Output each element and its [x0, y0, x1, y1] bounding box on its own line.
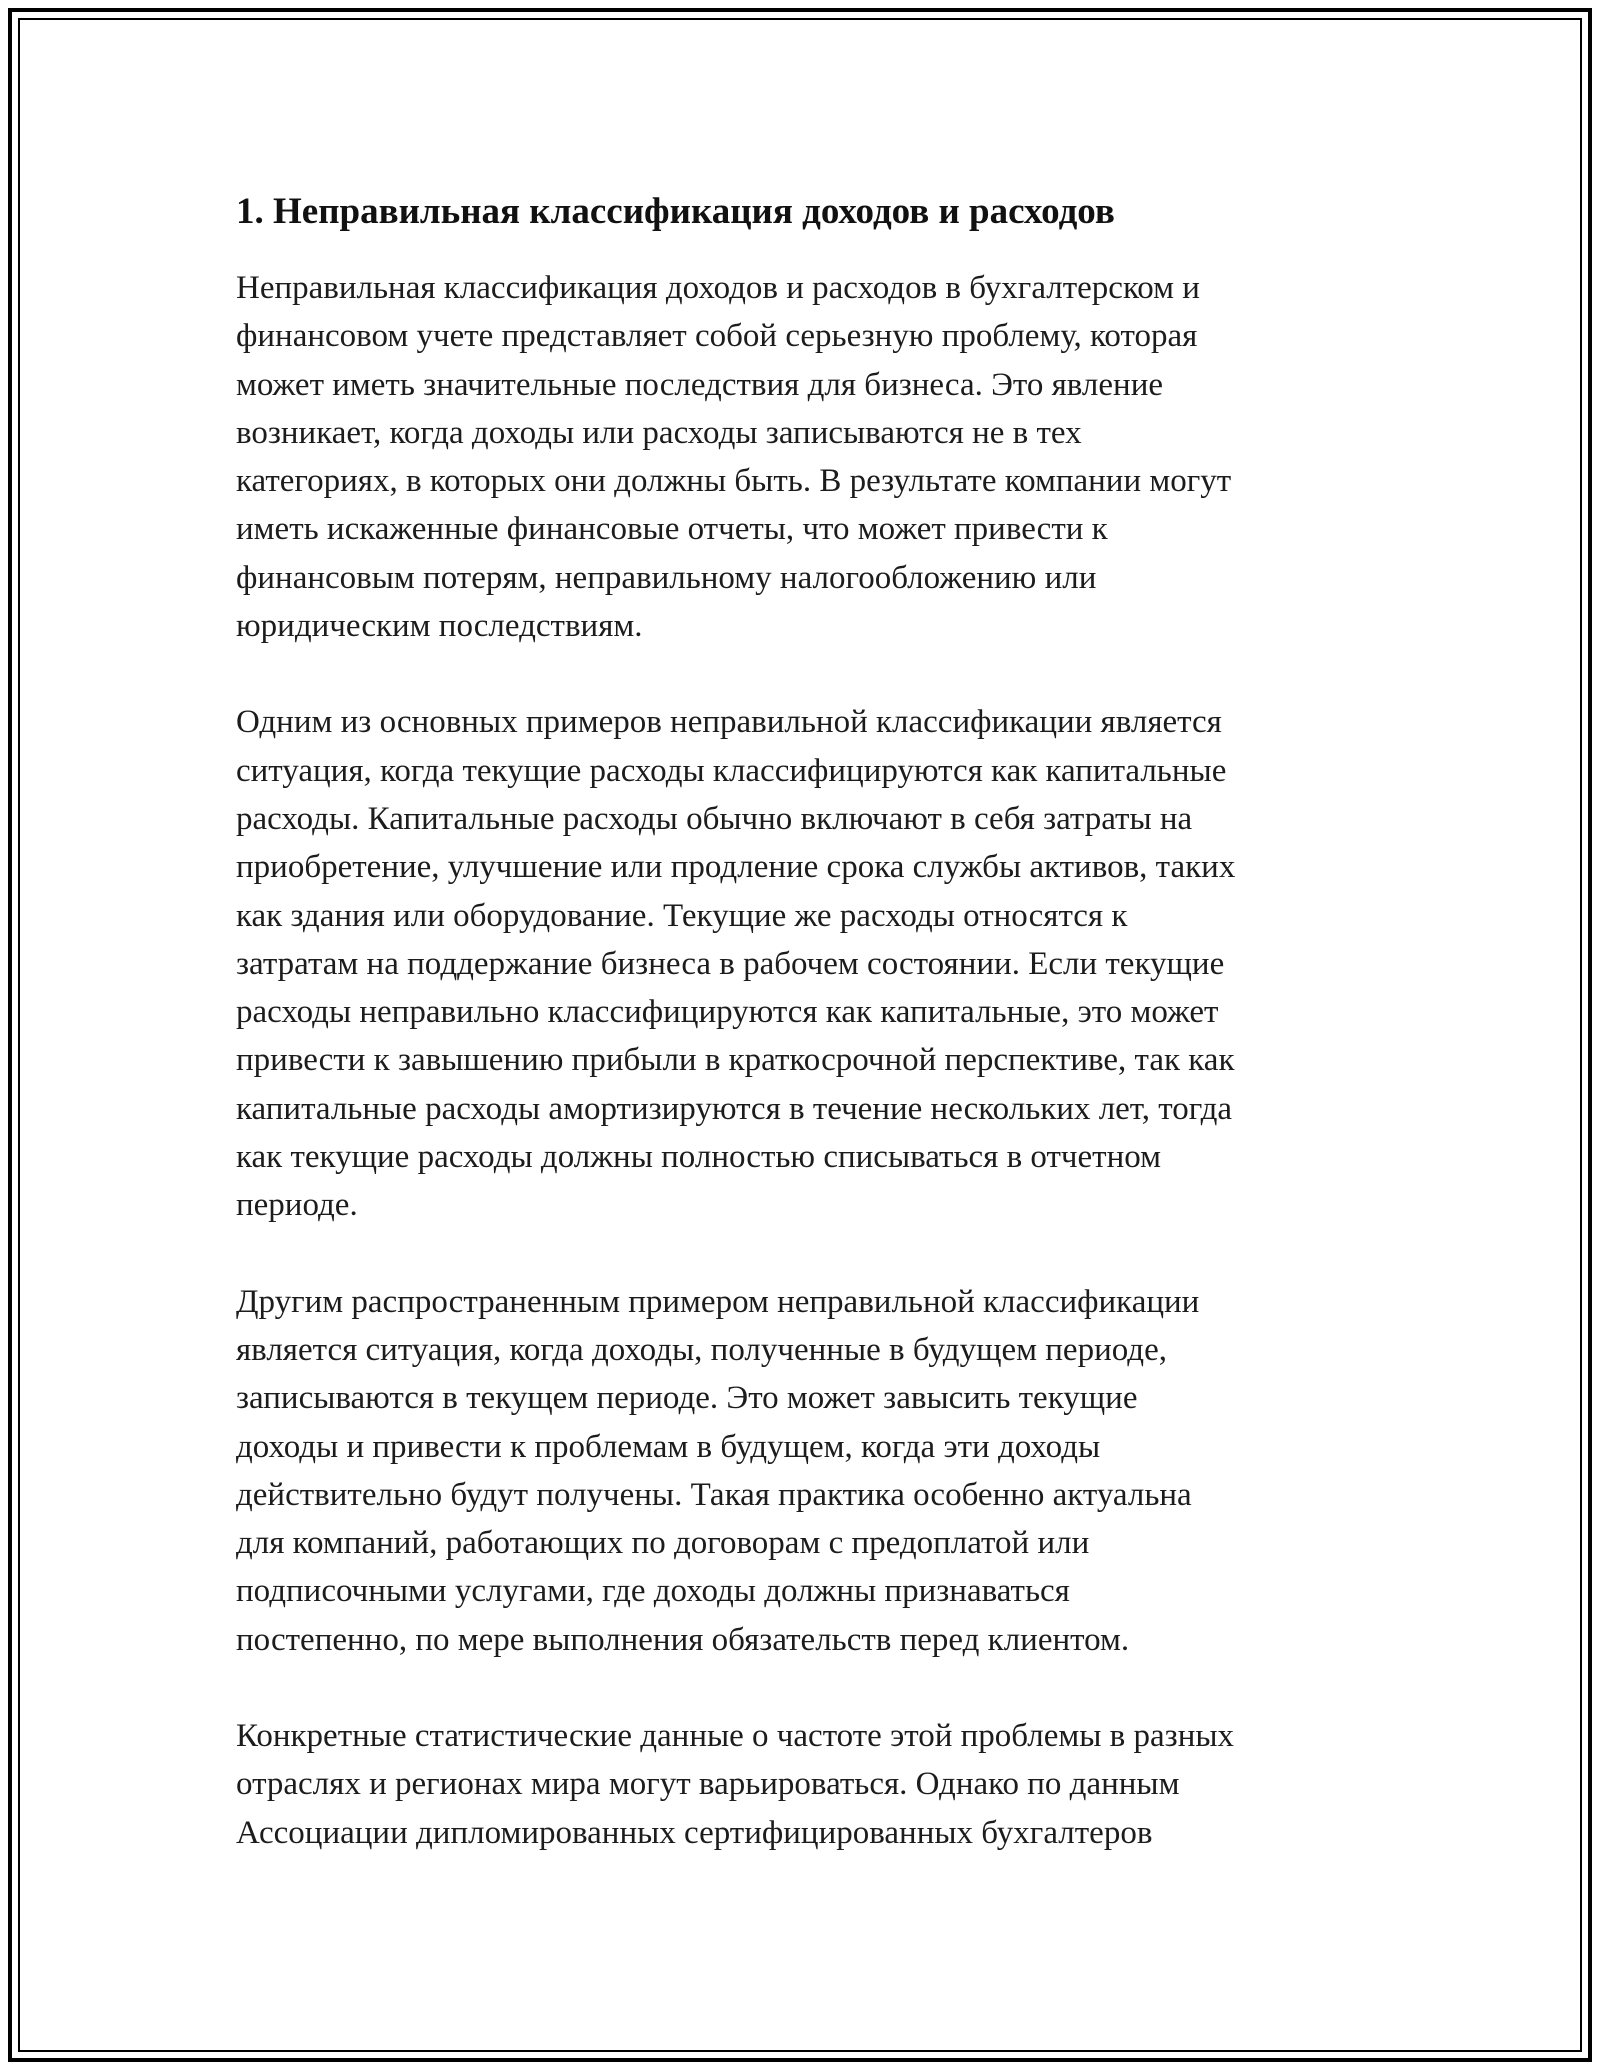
- text-line: приобретение, улучшение или продление срока службы активов, таких: [236, 849, 1236, 886]
- text-line: Ассоциации дипломированных сертифицированных бухгалтеров: [236, 1814, 1153, 1851]
- text-line: записываются в текущем периоде. Это может завысить текущие: [236, 1380, 1138, 1417]
- text-line: расходы. Капитальные расходы обычно включают в себя затраты на: [236, 800, 1193, 837]
- text-line: может иметь значительные последствия для бизнеса. Это явление: [236, 366, 1164, 403]
- text-line: привести к завышению прибыли в краткосрочной перспективе, так как: [236, 1042, 1235, 1079]
- text-line: действительно будут получены. Такая практика особенно актуальна: [236, 1476, 1192, 1513]
- text-line: Конкретные статистические данные о частоте этой проблемы в разных: [236, 1718, 1235, 1755]
- text-line: категориях, в которых они должны быть. В результате компании могут: [236, 463, 1232, 500]
- section-heading: 1. Неправильная классификация доходов и расходов: [236, 191, 1115, 232]
- text-line: финансовом учете представляет собой серьезную проблему, которая: [236, 318, 1198, 355]
- text-line: для компаний, работающих по договорам с предоплатой или: [236, 1525, 1090, 1562]
- text-line: ситуация, когда текущие расходы классифицируются как капитальные: [236, 752, 1227, 789]
- text-line: как текущие расходы должны полностью списываться в отчетном: [236, 1139, 1161, 1176]
- document-body: [236, 186, 1366, 1905]
- text-line: Одним из основных примеров неправильной классификации является: [236, 704, 1222, 741]
- text-line: как здания или оборудование. Текущие же расходы относятся к: [236, 897, 1128, 934]
- text-line: Другим распространенным примером неправильной классификации: [236, 1283, 1200, 1320]
- text-line: юридическим последствиям.: [236, 608, 643, 645]
- text-line: финансовым потерям, неправильному налогообложению или: [236, 559, 1097, 596]
- paragraph-1: [236, 264, 1366, 650]
- text-line: Неправильная классификация доходов и расходов в бухгалтерском и: [236, 270, 1200, 306]
- paragraph-4: [236, 1712, 1366, 1857]
- text-line: капитальные расходы амортизируются в течение нескольких лет, тогда: [236, 1090, 1233, 1127]
- paragraph-3: [236, 1278, 1366, 1664]
- text-line: периоде.: [236, 1187, 358, 1224]
- text-line: затратам на поддержание бизнеса в рабочем состоянии. Если текущие: [236, 945, 1225, 982]
- text-line: доходы и привести к проблемам в будущем, когда эти доходы: [236, 1428, 1101, 1465]
- text-line: постепенно, по мере выполнения обязательств перед клиентом.: [236, 1621, 1130, 1658]
- text-line: расходы неправильно классифицируются как капитальные, это может: [236, 994, 1219, 1031]
- text-line: подписочными услугами, где доходы должны признаваться: [236, 1573, 1070, 1610]
- text-line: иметь искаженные финансовые отчеты, что может привести к: [236, 511, 1108, 548]
- text-line: отраслях и регионах мира могут варьироваться. Однако по данным: [236, 1766, 1180, 1803]
- text-line: возникает, когда доходы или расходы записываются не в тех: [236, 414, 1082, 451]
- paragraph-2: [236, 698, 1366, 1229]
- text-line: является ситуация, когда доходы, полученные в будущем периоде,: [236, 1331, 1167, 1368]
